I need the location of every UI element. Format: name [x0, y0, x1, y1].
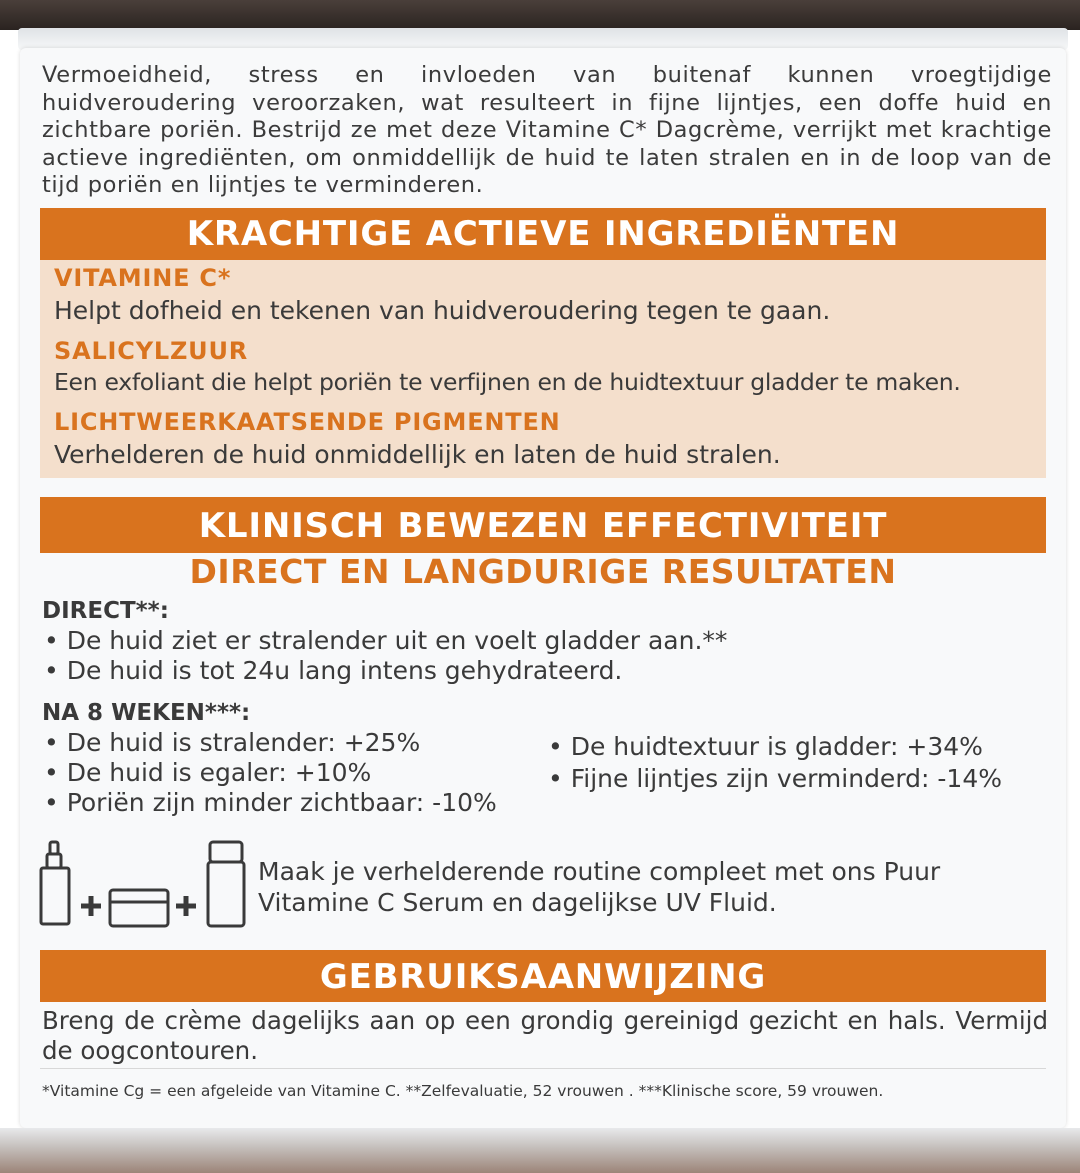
ingredient-description: Verhelderen de huid onmiddellijk en laten de huid stralen.	[54, 440, 781, 469]
serum-bottle-icon	[41, 842, 69, 924]
weeks-item: • Fijne lijntjes zijn verminderd: -14%	[548, 764, 1002, 793]
footnote: *Vitamine Cg = een afgeleide van Vitamine C. **Zelfevaluatie, 52 vrouwen . ***Klinische score, 59 vrouwen.	[42, 1082, 884, 1100]
weeks-item: • Poriën zijn minder zichtbaar: -10%	[44, 788, 497, 817]
ingredient-description: Een exfoliant die helpt poriën te verfijnen en de huidtextuur gladder te maken.	[54, 368, 961, 396]
fluid-bottle-icon	[208, 842, 244, 926]
weeks-item: • De huid is stralender: +25%	[44, 728, 421, 757]
ingredients-heading: KRACHTIGE ACTIEVE INGREDIËNTEN	[40, 208, 1046, 260]
weeks-item: • De huid is egaler: +10%	[44, 758, 372, 787]
usage-heading: GEBRUIKSAANWIJZING	[40, 950, 1046, 1002]
direct-item: • De huid ziet er stralender uit en voelt gladder aan.**	[44, 626, 728, 655]
ingredient-name: LICHTWEERKAATSENDE PIGMENTEN	[54, 408, 561, 436]
direct-label: DIRECT**:	[42, 598, 169, 624]
box-lid	[18, 28, 1068, 50]
weeks-item: • De huidtextuur is gladder: +34%	[548, 732, 983, 761]
ingredient-name: VITAMINE C*	[54, 264, 232, 292]
box-bottom-edge	[0, 1128, 1080, 1173]
box-top-edge	[0, 0, 1080, 30]
efficacy-heading: KLINISCH BEWEZEN EFFECTIVITEIT	[40, 497, 1046, 553]
ingredient-description: Helpt dofheid en tekenen van huidveroudering tegen te gaan.	[54, 296, 831, 325]
intro-paragraph: Vermoeidheid, stress en invloeden van buitenaf kunnen vroegtijdige huidveroudering veroorzaken, wat resulteert in fijne lijntjes, een doffe huid en zichtbare poriën. Bestrijd ze met deze Vitamine C* Dagcrème, verrijkt met krachtige actieve ingrediënten, om onmiddellijk de huid te laten stralen en in de loop van de tijd poriën en lijntjes te verminderen.	[42, 62, 1052, 198]
divider	[40, 1068, 1046, 1069]
plus-icon	[176, 896, 196, 916]
routine-text: Maak je verhelderende routine compleet met ons Puur Vitamine C Serum en dagelijkse UV Fluid.	[258, 857, 941, 917]
routine-icons	[38, 838, 248, 932]
efficacy-subheading: DIRECT EN LANGDURIGE RESULTATEN	[189, 552, 897, 591]
plus-icon	[81, 896, 101, 916]
weeks-label: NA 8 WEKEN***:	[42, 700, 251, 726]
cream-jar-icon	[110, 890, 168, 926]
direct-item: • De huid is tot 24u lang intens gehydrateerd.	[44, 656, 623, 685]
usage-text: Breng de crème dagelijks aan op een grondig gereinigd gezicht en hals. Vermijd de oogcontouren.	[42, 1006, 1048, 1065]
ingredient-name: SALICYLZUUR	[54, 337, 249, 365]
